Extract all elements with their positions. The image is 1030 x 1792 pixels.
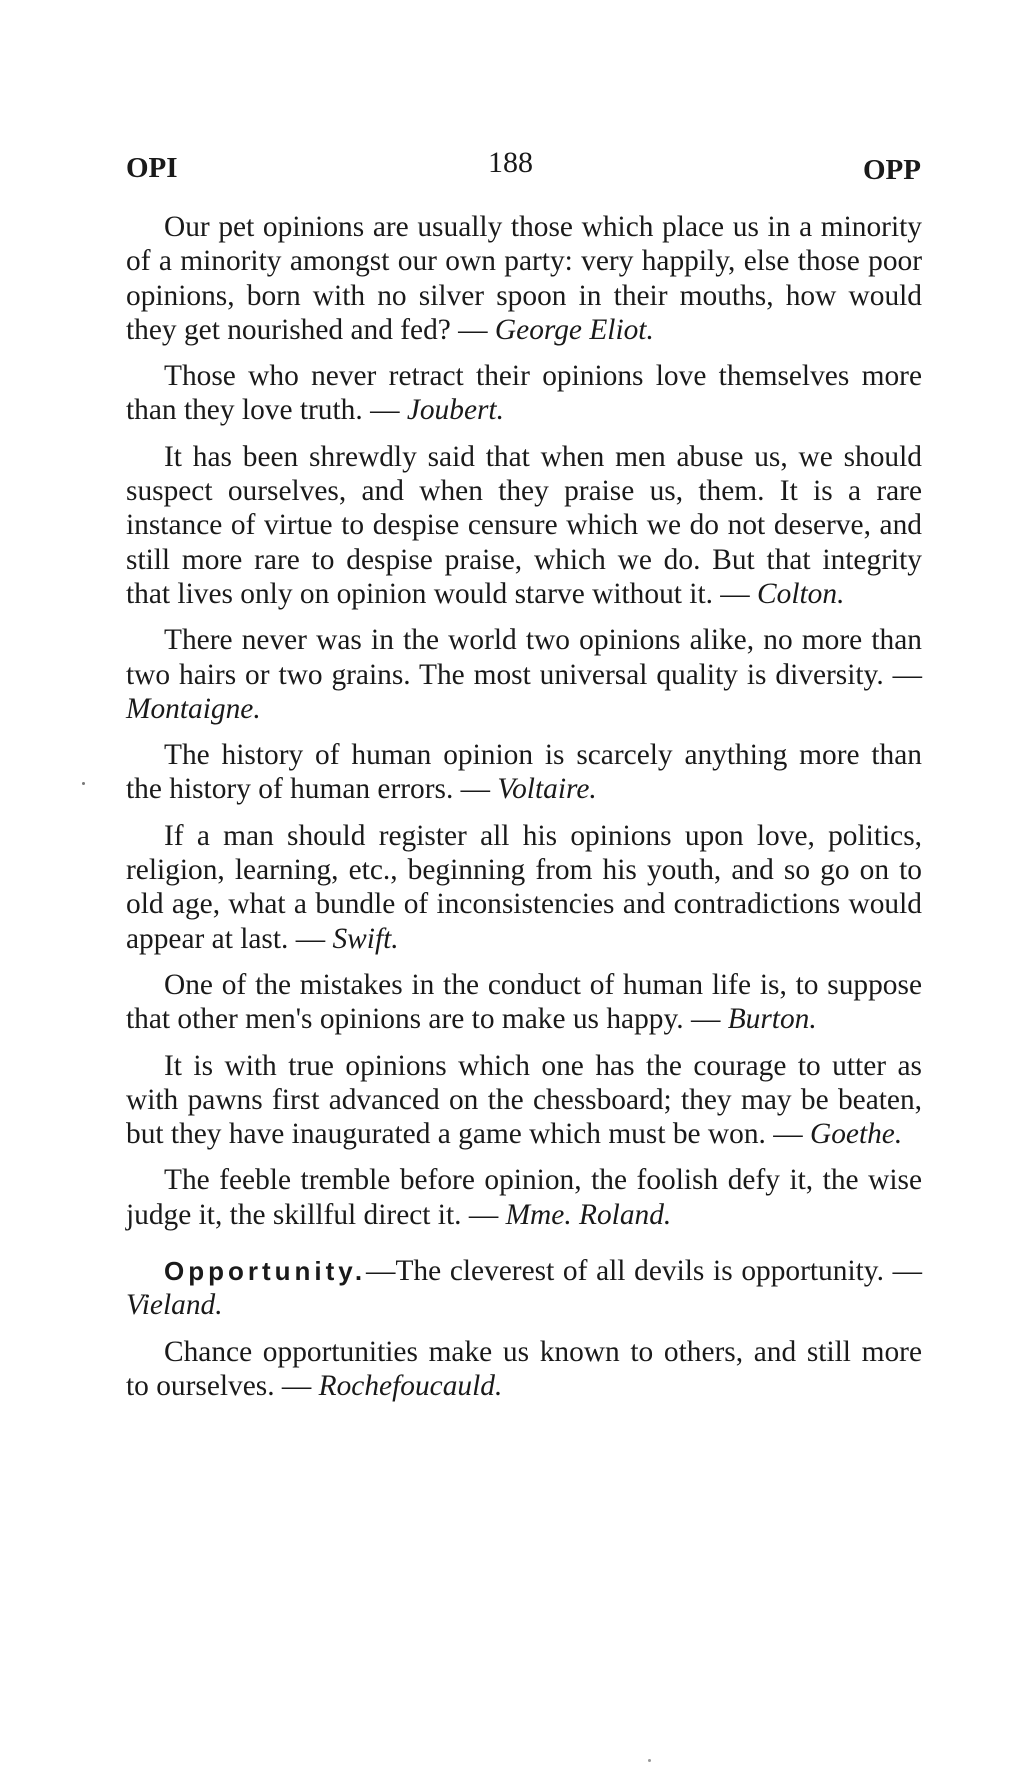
quote-dash: — bbox=[883, 658, 922, 691]
quote-paragraph bbox=[126, 968, 922, 1037]
quote-dash: — bbox=[288, 922, 333, 955]
quote-text: The feeble tremble before opinion, the foolish defy it, the wise judge it, the skillful direct it. bbox=[126, 1164, 922, 1231]
quote-author: Goethe. bbox=[809, 1118, 903, 1151]
quote-text: Our pet opinions are usually those which place us in a minority of a minority amongst our own party: very happily, else those poor opinions, born with no silver spoon in their mouths, how would they get nourished and fed? bbox=[126, 211, 922, 346]
quote-text: The cleverest of all devils is opportunity. bbox=[395, 1255, 884, 1288]
quote-author: Swift. bbox=[332, 922, 399, 955]
quote-author: Vieland. bbox=[126, 1289, 223, 1322]
quote-dash: — bbox=[883, 1255, 922, 1288]
quote-dash: — bbox=[683, 1003, 728, 1036]
quote-text: Chance opportunities make us known to others, and still more to ourselves. bbox=[126, 1335, 922, 1402]
quote-text: If a man should register all his opinions upon love, politics, religion, learning, etc., beginning from his youth, and so go on to old age, what a bundle of inconsistencies and contradictions would appear at last. bbox=[126, 819, 922, 955]
quote-author: Rochefoucauld. bbox=[318, 1369, 503, 1402]
page-number: 188 bbox=[488, 146, 533, 179]
topic-entry bbox=[126, 1254, 922, 1323]
quote-text: The history of human opinion is scarcely anything more than the history of human errors. bbox=[126, 739, 922, 806]
quote-text: There never was in the world two opinions alike, no more than two hairs or two grains. The most universal quality is diversity. bbox=[126, 624, 922, 691]
running-header bbox=[126, 146, 921, 186]
quote-author: Colton. bbox=[757, 577, 845, 610]
quote-dash: — bbox=[450, 313, 495, 346]
quote-author: Burton. bbox=[727, 1003, 817, 1036]
quote-dash: — bbox=[274, 1369, 319, 1402]
print-speck bbox=[648, 1759, 651, 1762]
quote-dash: — bbox=[453, 773, 498, 806]
quote-paragraph bbox=[126, 1049, 922, 1152]
quote-text: It is with true opinions which one has the courage to utter as with pawns first advanced on the chessboard; they may be beaten, but they have inaugurated a game which must be won. bbox=[126, 1049, 922, 1151]
topic-dash: — bbox=[366, 1255, 396, 1288]
quote-dash: — bbox=[362, 394, 407, 427]
print-speck bbox=[82, 782, 85, 785]
quote-author: Voltaire. bbox=[497, 773, 597, 806]
quote-dash: — bbox=[765, 1118, 810, 1151]
quote-paragraph bbox=[126, 1163, 922, 1232]
quote-text: Those who never retract their opinions love themselves more than they love truth. bbox=[126, 360, 922, 427]
quote-dash: — bbox=[461, 1198, 506, 1231]
quote-paragraph bbox=[126, 623, 922, 726]
header-right-guide-word: OPP bbox=[863, 154, 921, 186]
quote-text: It has been shrewdly said that when men abuse us, we should suspect ourselves, and when they praise us, them. It is a rare instance of virtue to despise censure which we do not deserve, and still more rare to despise praise, which we do. But that integrity that lives only on opinion would starve without it. bbox=[126, 440, 922, 610]
quote-paragraph bbox=[126, 819, 922, 956]
quote-text: One of the mistakes in the conduct of human life is, to suppose that other men's opinions are to make us happy. bbox=[126, 968, 922, 1036]
quote-dash: — bbox=[712, 577, 758, 610]
quote-author: Joubert. bbox=[406, 394, 504, 427]
quotations-body bbox=[126, 210, 922, 1415]
quote-author: Montaigne. bbox=[126, 692, 261, 725]
quote-paragraph bbox=[126, 440, 922, 611]
quote-paragraph bbox=[126, 1335, 922, 1404]
quote-author: George Eliot. bbox=[494, 313, 654, 346]
quote-author: Mme. Roland. bbox=[505, 1198, 672, 1231]
topic-heading: Opportunity. bbox=[164, 1256, 367, 1287]
quote-paragraph bbox=[126, 359, 922, 428]
quote-paragraph bbox=[126, 738, 922, 807]
quote-paragraph bbox=[126, 210, 922, 347]
header-left-guide-word: OPI bbox=[126, 152, 178, 184]
